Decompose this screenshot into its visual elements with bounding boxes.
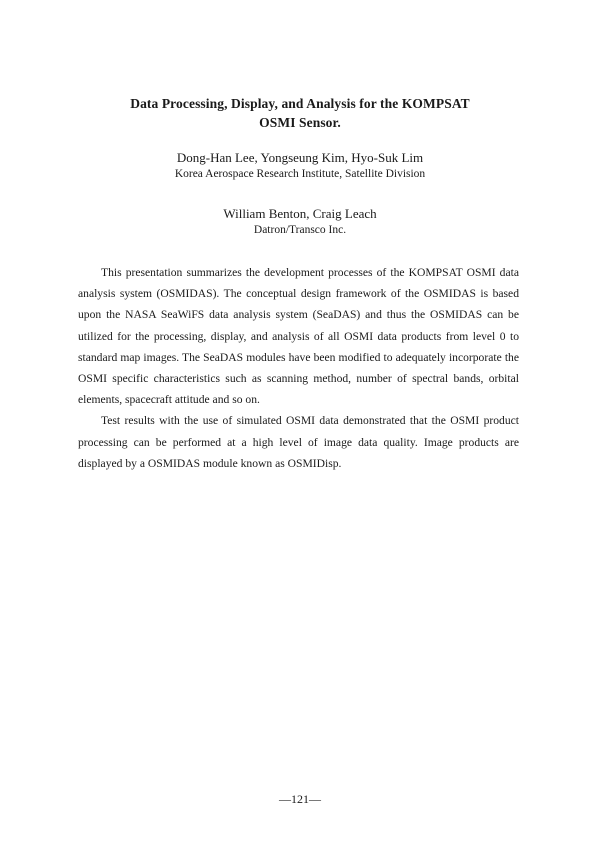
author-group-1-names: Dong-Han Lee, Yongseung Kim, Hyo-Suk Lim xyxy=(176,150,424,165)
author-group-1-affiliation: Korea Aerospace Research Institute, Satellite Division xyxy=(174,168,426,180)
author-group-2-names: William Benton, Craig Leach xyxy=(223,206,377,221)
abstract-paragraph-1: This presentation summarizes the development processes of the KOMPSAT OSMI data analysis system (OSMIDAS). The conceptual design framework of the OSMIDAS is based upon the NASA SeaWiFS data analysis system (SeaDAS) and thus the OSMIDAS can be utilized for the processing, display, and analysis of all OSMI data products from level 0 to standard map images. The SeaDAS modules have been modified to adequately incorporate the OSMI specific characteristics such as scanning method, number of spectral bands, orbital elements, spacecraft attitude and so on. xyxy=(78,266,519,407)
paper-title-line-1: Data Processing, Display, and Analysis for the KOMPSAT xyxy=(130,96,470,111)
author-group-2-affiliation: Datron/Transco Inc. xyxy=(253,224,347,236)
abstract-body xyxy=(78,262,519,474)
page-number: —121— xyxy=(279,792,321,806)
abstract-paragraph-2: Test results with the use of simulated OSMI data demonstrated that the OSMI product processing can be performed at a high level of image data quality. Image products are displayed by a OSMIDAS module known as OSMIDisp. xyxy=(78,414,519,470)
paper-title-line-2: OSMI Sensor. xyxy=(259,115,341,130)
